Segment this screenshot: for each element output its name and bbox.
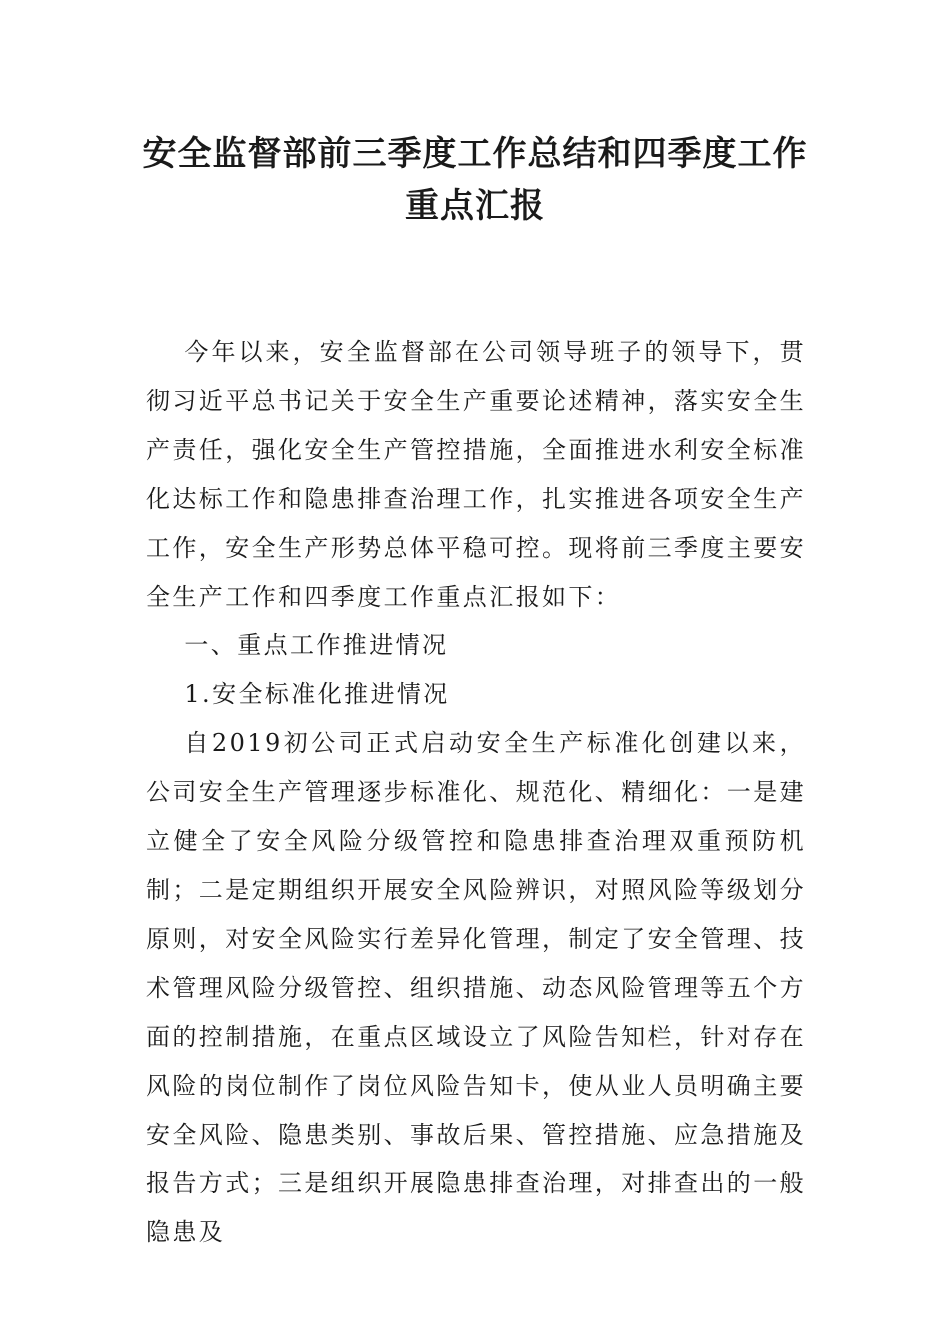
document-body: [146, 328, 806, 1257]
subsection-heading-1-1: 1.安全标准化推进情况: [184, 680, 450, 709]
paragraph-intro: 今年以来，安全监督部在公司领导班子的领导下，贯彻习近平总书记关于安全生产重要论述精神，落实安全生产责任，强化安全生产管控措施，全面推进水利安全标准化达标工作和隐患排查治理工作，扎实推进各项安全生产工作，安全生产形势总体平稳可控。现将前三季度主要安全生产工作和四季度工作重点汇报如下：: [146, 338, 806, 611]
document-title: 安全监督部前三季度工作总结和四季度工作重点汇报: [142, 134, 808, 226]
paragraph-standardization: 自2019初公司正式启动安全生产标准化创建以来，公司安全生产管理逐步标准化、规范化、精细化：一是建立健全了安全风险分级管控和隐患排查治理双重预防机制；二是定期组织开展安全风险辨识，对照风险等级划分原则，对安全风险实行差异化管理，制定了安全管理、技术管理风险分级管控、组织措施、动态风险管理等五个方面的控制措施，在重点区域设立了风险告知栏，针对存在风险的岗位制作了岗位风险告知卡，使从业人员明确主要安全风险、隐患类别、事故后果、管控措施、应急措施及报告方式；三是组织开展隐患排查治理，对排查出的一般隐患及: [146, 729, 806, 1247]
section-heading-1: 一、重点工作推进情况: [184, 631, 449, 660]
